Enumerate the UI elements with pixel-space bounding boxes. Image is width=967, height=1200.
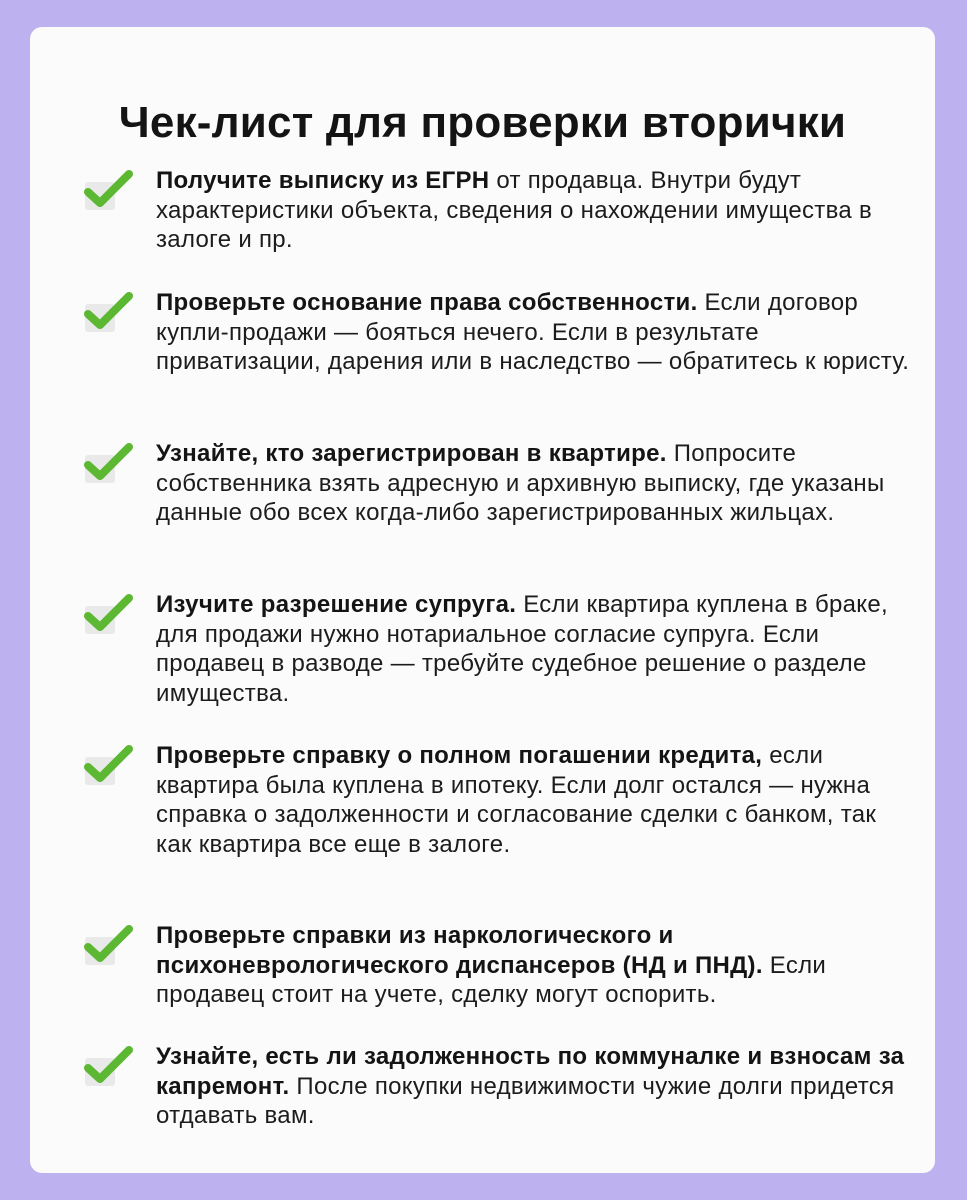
check-icon <box>82 592 134 642</box>
check-icon <box>82 743 134 793</box>
checklist-item-text <box>156 921 916 1010</box>
checklist-item-text <box>156 288 916 377</box>
item-lead: Изучите разрешение супруга. <box>156 591 517 618</box>
checklist-item-text <box>156 439 916 528</box>
item-lead: Получите выписку из ЕГРН <box>156 167 490 194</box>
checklist-item-text <box>156 1042 916 1131</box>
checklist-card <box>30 27 935 1173</box>
item-rest: Если квартира куплена в браке, для продажи нужно нотариальное согласие супруга. Если продавец в разводе — требуйте судебное решение о разделе имущества. <box>156 591 888 707</box>
checklist-item-text <box>156 166 916 255</box>
checklist-item-text <box>156 590 916 708</box>
item-lead: Проверьте справки из наркологического и психоневрологического диспансеров (НД и ПНД). <box>156 922 763 979</box>
item-rest: если квартира была куплена в ипотеку. Если долг остался — нужна справка о задолженности и согласование сделки с банком, так как квартира все еще в залоге. <box>156 742 877 858</box>
item-rest: Попросите собственника взять адресную и архивную выписку, где указаны данные обо всех когда-либо зарегистрированных жильцах. <box>156 440 885 526</box>
item-rest: от продавца. Внутри будут характеристики объекта, сведения о нахождении имущества в залоге и пр. <box>156 167 873 253</box>
check-icon <box>82 290 134 340</box>
check-icon <box>82 168 134 218</box>
item-rest: После покупки недвижимости чужие долги придется отдавать вам. <box>156 1072 895 1129</box>
item-lead: Проверьте основание права собственности. <box>156 289 698 316</box>
item-lead: Проверьте справку о полном погашении кредита, <box>156 742 763 769</box>
item-lead: Узнайте, есть ли задолженность по коммуналке и взносам за капремонт. <box>156 1043 905 1100</box>
checklist-item-text <box>156 741 916 859</box>
page-title: Чек-лист для проверки вторички <box>118 98 847 147</box>
item-rest: Если продавец стоит на учете, сделку могут оспорить. <box>156 951 827 1008</box>
check-icon <box>82 441 134 491</box>
item-rest: Если договор купли-продажи — бояться нечего. Если в результате приватизации, дарения или в наследство — обратитесь к юристу. <box>156 289 910 375</box>
check-icon <box>82 1044 134 1094</box>
item-lead: Узнайте, кто зарегистрирован в квартире. <box>156 440 667 467</box>
check-icon <box>82 923 134 973</box>
